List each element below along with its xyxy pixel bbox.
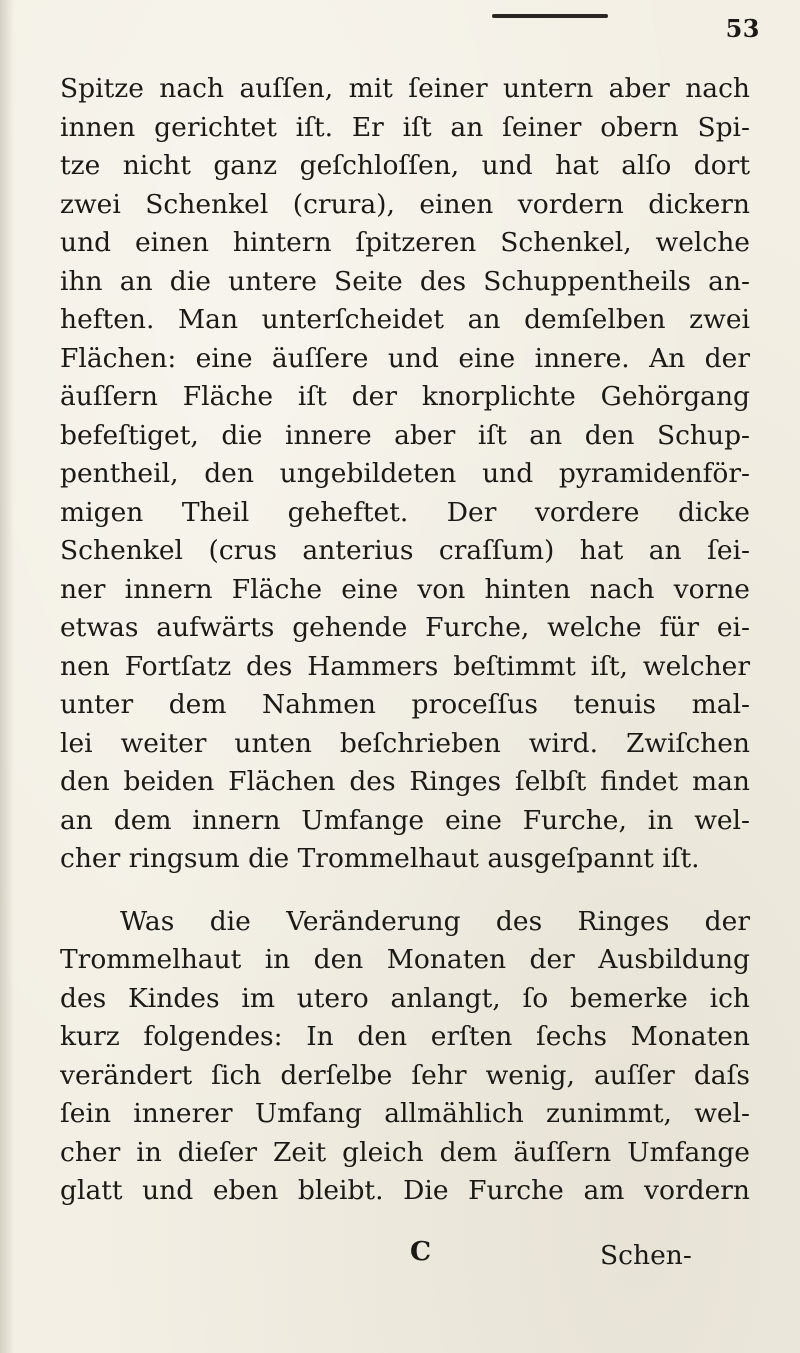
body-text	[60, 70, 750, 1211]
text-line: des Kindes im utero anlangt, ſo bemerke ich	[60, 982, 750, 1014]
text-line: ihn an die untere Seite des Schuppentheils an-	[60, 265, 750, 297]
text-line: nen Fortſatz des Hammers beſtimmt iſt, welcher	[60, 650, 750, 682]
text-line: glatt und eben bleibt. Die Furche am vordern	[60, 1175, 750, 1206]
header-rule	[492, 14, 608, 18]
text-line: verändert ſich derſelbe ſehr wenig, auſſer daſs	[60, 1059, 750, 1091]
text-line: zwei Schenkel (crura), einen vordern dickern	[60, 188, 750, 220]
page-footer	[0, 1236, 800, 1280]
catchword: Schen-	[600, 1240, 692, 1271]
text-line: befeſtiget, die innere aber iſt an den Schup-	[60, 419, 750, 451]
text-line: und einen hintern ſpitzeren Schenkel, welche	[60, 227, 750, 258]
paragraph-2	[60, 903, 750, 1211]
text-line: ner innern Fläche eine von hinten nach vorne	[60, 573, 750, 605]
text-line: äuſſern Fläche iſt der knorplichte Gehörgang	[60, 381, 750, 412]
text-line: an dem innern Umfange eine Furche, in wel-	[60, 804, 750, 836]
text-line: etwas aufwärts gehende Furche, welche für ei-	[60, 612, 750, 643]
signature-mark: C	[410, 1236, 432, 1267]
text-line: heften. Man unterſcheidet an demſelben zwei	[60, 304, 750, 335]
paragraph-gap	[60, 879, 750, 903]
text-line: den beiden Flächen des Ringes ſelbſt findet man	[60, 766, 750, 797]
text-line: tze nicht ganz geſchloſſen, und hat alſo dort	[60, 150, 750, 181]
text-line: cher in dieſer Zeit gleich dem äuſſern Umfange	[60, 1136, 750, 1168]
text-line: ſein innerer Umfang allmählich zunimmt, wel-	[60, 1098, 750, 1129]
text-line: Was die Veränderung des Ringes der	[120, 905, 750, 937]
text-line: lei weiter unten beſchrieben wird. Zwiſchen	[60, 727, 750, 759]
text-line: kurz folgendes: In den erſten ſechs Monaten	[60, 1021, 750, 1052]
text-line: pentheil, den ungebildeten und pyramidenför-	[60, 458, 750, 489]
text-line: Flächen: eine äuſſere und eine innere. An der	[60, 342, 750, 374]
text-line: migen Theil geheftet. Der vordere dicke	[60, 496, 750, 528]
text-line: Spitze nach auſſen, mit ſeiner untern aber nach	[60, 73, 750, 104]
page-number: 53	[725, 14, 760, 43]
binding-shadow	[0, 0, 14, 1353]
paragraph-1	[60, 70, 750, 879]
text-line: cher ringsum die Trommelhaut ausgeſpannt iſt.	[60, 843, 700, 874]
text-line: unter dem Nahmen proceſſus tenuis mal-	[60, 689, 750, 720]
text-line: Trommelhaut in den Monaten der Ausbildung	[60, 944, 750, 975]
text-line: innen gerichtet iſt. Er iſt an ſeiner obern Spi-	[60, 111, 750, 143]
text-line: Schenkel (crus anterius craſſum) hat an ſei-	[60, 535, 750, 566]
